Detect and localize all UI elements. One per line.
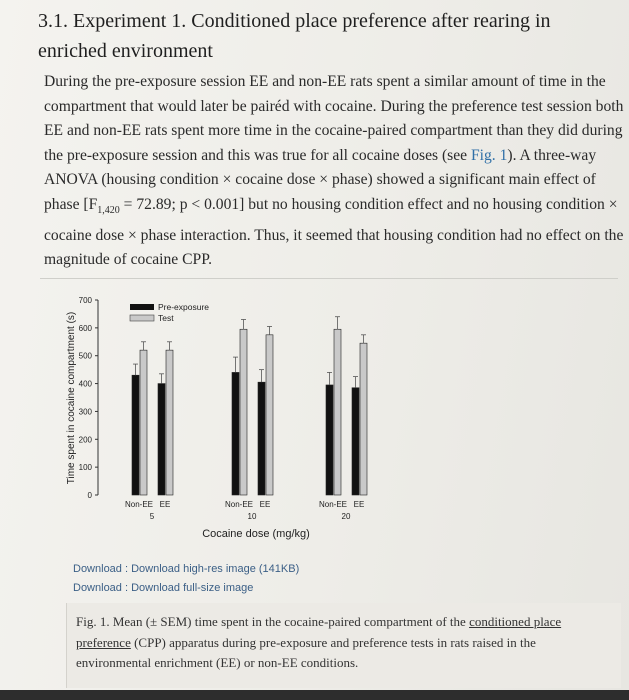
figure-divider xyxy=(40,278,618,279)
bar-pre-exposure xyxy=(326,385,333,495)
download-prefix: Download xyxy=(73,582,122,594)
legend-swatch-pre-exposure xyxy=(130,304,154,310)
figure-caption xyxy=(76,612,606,674)
bottom-bar xyxy=(0,690,629,700)
bar-test xyxy=(166,350,173,495)
download-fullsize-link[interactable]: Download full-size image xyxy=(131,582,254,594)
legend xyxy=(130,302,209,323)
y-tick-label: 100 xyxy=(78,463,92,473)
download-row-fullsize xyxy=(73,579,299,598)
figure-1-link[interactable]: Fig. 1 xyxy=(470,146,508,164)
caption-text-2: (CPP) apparatus during pre-exposure and preference tests in rats raised in the environmental enrichment (EE) or non-EE conditions. xyxy=(76,634,536,670)
y-tick-label: 300 xyxy=(78,407,92,417)
download-highres-link[interactable]: Download high-res image (141KB) xyxy=(131,563,300,575)
f-subscript: 1,420 xyxy=(97,205,120,217)
paragraph-text-1: During the pre-exposure session EE and non-EE rats spent a similar amount of time in the compartment that would later be pairéd with cocaine. During the preference test session both EE and non-EE rats spent more time in the cocaine-paired compartment than they did during the pre-exposure session and this was true for all cocaine doses (see xyxy=(44,73,624,164)
x-condition-label: Non-EE xyxy=(318,500,348,509)
x-condition-label: Non-EE xyxy=(224,500,254,509)
bar-pre-exposure xyxy=(352,388,359,495)
caption-text-1: Fig. 1. Mean (± SEM) time spent in the cocaine-paired compartment of the xyxy=(76,614,470,629)
x-condition-label: EE xyxy=(159,500,171,509)
bar-pre-exposure xyxy=(158,384,165,495)
y-tick-label: 500 xyxy=(78,351,92,361)
download-separator: : xyxy=(121,563,132,575)
download-links xyxy=(73,560,299,598)
bar-test xyxy=(360,343,367,495)
bars xyxy=(132,317,367,495)
paragraph-text-3: = 72.89; p < 0.001] but no housing condition effect and no housing condition × cocaine dose × phase interaction. Thus, it seemed that housing condition had no effect on the magnitude of cocaine CPP. xyxy=(44,195,624,269)
bar-test xyxy=(240,329,247,495)
y-tick-label: 700 xyxy=(78,296,92,305)
section-title: 3.1. Experiment 1. Conditioned place preference after rearing in enriched environment xyxy=(38,10,551,62)
y-tick-label: 0 xyxy=(87,491,92,500)
bar-test xyxy=(334,329,341,495)
x-condition-label: Non-EE xyxy=(124,500,154,509)
y-tick-label: 400 xyxy=(78,379,92,389)
bar-test xyxy=(266,335,273,495)
download-prefix: Download xyxy=(73,563,122,575)
x-axis xyxy=(125,500,364,521)
bar-pre-exposure xyxy=(132,375,139,495)
x-axis-label: Cocaine dose (mg/kg) xyxy=(202,528,310,540)
download-separator: : xyxy=(121,582,132,594)
y-axis xyxy=(79,296,98,500)
x-dose-label: 5 xyxy=(149,512,155,521)
bar-test xyxy=(140,350,147,495)
figure-1-bar-chart xyxy=(60,285,460,550)
y-tick-label: 600 xyxy=(78,323,92,333)
x-condition-label: EE xyxy=(353,500,365,509)
x-dose-label: 10 xyxy=(247,512,257,521)
cpp-link[interactable]: conditioned place preference xyxy=(76,614,562,650)
x-condition-label: EE xyxy=(259,500,271,509)
bar-pre-exposure xyxy=(258,382,265,495)
y-axis-label: Time spent in cocaine compartment (s) xyxy=(66,311,77,485)
results-paragraph xyxy=(44,70,624,273)
x-dose-label: 20 xyxy=(341,512,351,521)
bar-pre-exposure xyxy=(232,372,239,495)
legend-label-pre-exposure: Pre-exposure xyxy=(158,302,210,312)
y-tick-label: 200 xyxy=(78,435,92,445)
legend-swatch-test xyxy=(130,315,154,321)
legend-label-test: Test xyxy=(158,313,174,323)
paragraph-text-2: ). A three-way ANOVA (housing condition × cocaine dose × phase) showed a significant main effect of phase [F xyxy=(44,146,597,213)
download-row-highres xyxy=(73,560,299,579)
